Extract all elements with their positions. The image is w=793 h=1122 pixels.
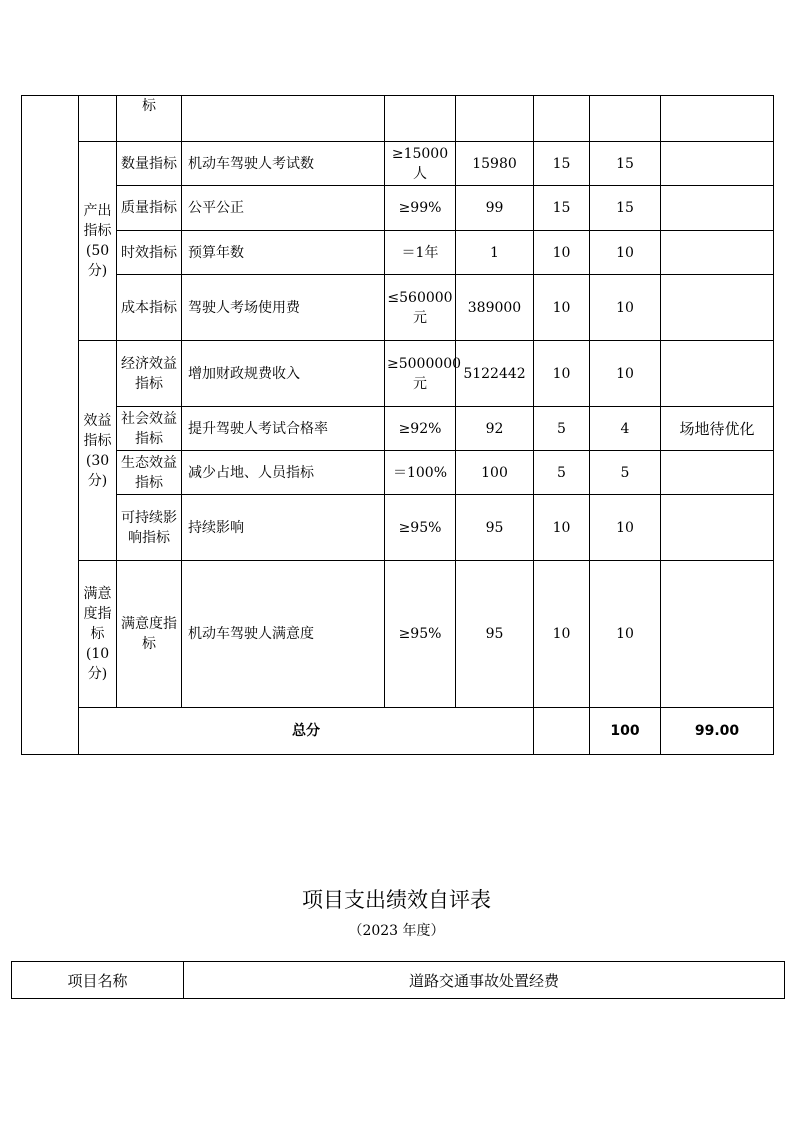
score-cell: 15: [590, 186, 661, 231]
weight-cell: 10: [534, 495, 590, 561]
table-row: [22, 96, 774, 142]
actual-cell: 99: [456, 186, 534, 231]
weight-cell: 10: [534, 561, 590, 708]
table-row: [22, 495, 774, 561]
indicator-table: [21, 95, 774, 755]
total-label: 总分: [79, 708, 534, 755]
actual-cell: 95: [456, 495, 534, 561]
target-cell: ≥5000000元: [385, 341, 456, 407]
target-cell: ＝100%: [385, 451, 456, 495]
tier2-cell: 质量指标: [117, 186, 182, 231]
tier3-cell: 机动车驾驶人考试数: [182, 142, 385, 186]
weight-cell: 5: [534, 407, 590, 451]
table-row: [22, 561, 774, 708]
note-cell: [661, 231, 774, 275]
note-cell: [661, 495, 774, 561]
target-cell: ≥99%: [385, 186, 456, 231]
tier2-cell: 社会效益指标: [117, 407, 182, 451]
score-cell: 15: [590, 142, 661, 186]
weight-cell: 15: [534, 142, 590, 186]
actual-cell: 15980: [456, 142, 534, 186]
actual-cell: 95: [456, 561, 534, 708]
tier1-cell-satisfaction: 满意度指标(10分): [79, 561, 117, 708]
tier2-cell: 满意度指标: [117, 561, 182, 708]
table-row: [22, 186, 774, 231]
tier3-cell: 机动车驾驶人满意度: [182, 561, 385, 708]
total-row: [22, 708, 774, 755]
weight-cell: 15: [534, 186, 590, 231]
score-cell: 10: [590, 495, 661, 561]
total-score: 99.00: [661, 708, 774, 755]
target-cell: ≥15000人: [385, 142, 456, 186]
weight-cell: 10: [534, 275, 590, 341]
actual-cell: 389000: [456, 275, 534, 341]
tier0-cell: [22, 96, 79, 755]
actual-cell: 100: [456, 451, 534, 495]
weight-cell: 10: [534, 231, 590, 275]
table-row: [22, 451, 774, 495]
score-cell: 10: [590, 275, 661, 341]
tier3-cell: 持续影响: [182, 495, 385, 561]
tier2-cell: 可持续影响指标: [117, 495, 182, 561]
note-cell: 场地待优化: [661, 407, 774, 451]
form-title: 项目支出绩效自评表: [302, 888, 491, 912]
project-name-value: 道路交通事故处置经费: [184, 962, 785, 999]
tier3-cell: 减少占地、人员指标: [182, 451, 385, 495]
weight-cell: 10: [534, 341, 590, 407]
table-row: [22, 407, 774, 451]
score-cell: 10: [590, 341, 661, 407]
table-row: [22, 142, 774, 186]
table-row: [22, 341, 774, 407]
score-cell: 4: [590, 407, 661, 451]
tier3-cell: 预算年数: [182, 231, 385, 275]
tier2-cell: 生态效益指标: [117, 451, 182, 495]
target-cell: ＝1年: [385, 231, 456, 275]
note-cell: [661, 275, 774, 341]
tier2-cell: 数量指标: [117, 142, 182, 186]
target-cell: ≥95%: [385, 561, 456, 708]
tier3-cell: 增加财政规费收入: [182, 341, 385, 407]
note-cell: [661, 451, 774, 495]
form-year: （2023 年度）: [348, 923, 445, 939]
total-weight: 100: [590, 708, 661, 755]
table-row: [22, 231, 774, 275]
tier1-cell-output: 产出指标(50分): [79, 142, 117, 341]
tier1-cell-benefit: 效益指标(30分): [79, 341, 117, 561]
note-cell: [661, 186, 774, 231]
tier3-cell: 驾驶人考场使用费: [182, 275, 385, 341]
tier3-cell: 提升驾驶人考试合格率: [182, 407, 385, 451]
tier2-cell: 成本指标: [117, 275, 182, 341]
score-cell: 5: [590, 451, 661, 495]
project-name-label: 项目名称: [12, 962, 184, 999]
tier1-cell-partial: [79, 96, 117, 142]
target-cell: ≤560000元: [385, 275, 456, 341]
note-cell: [661, 561, 774, 708]
weight-cell: 5: [534, 451, 590, 495]
table-row: [22, 275, 774, 341]
note-cell: [661, 341, 774, 407]
tier2-cell: 经济效益指标: [117, 341, 182, 407]
target-cell: ≥92%: [385, 407, 456, 451]
actual-cell: 5122442: [456, 341, 534, 407]
tier2-cell-partial: 标: [117, 96, 182, 142]
tier2-cell: 时效指标: [117, 231, 182, 275]
score-cell: 10: [590, 231, 661, 275]
score-cell: 10: [590, 561, 661, 708]
target-cell: ≥95%: [385, 495, 456, 561]
actual-cell: 92: [456, 407, 534, 451]
tier3-cell: 公平公正: [182, 186, 385, 231]
actual-cell: 1: [456, 231, 534, 275]
table-row: [12, 962, 785, 999]
project-table: [11, 961, 785, 999]
note-cell: [661, 142, 774, 186]
